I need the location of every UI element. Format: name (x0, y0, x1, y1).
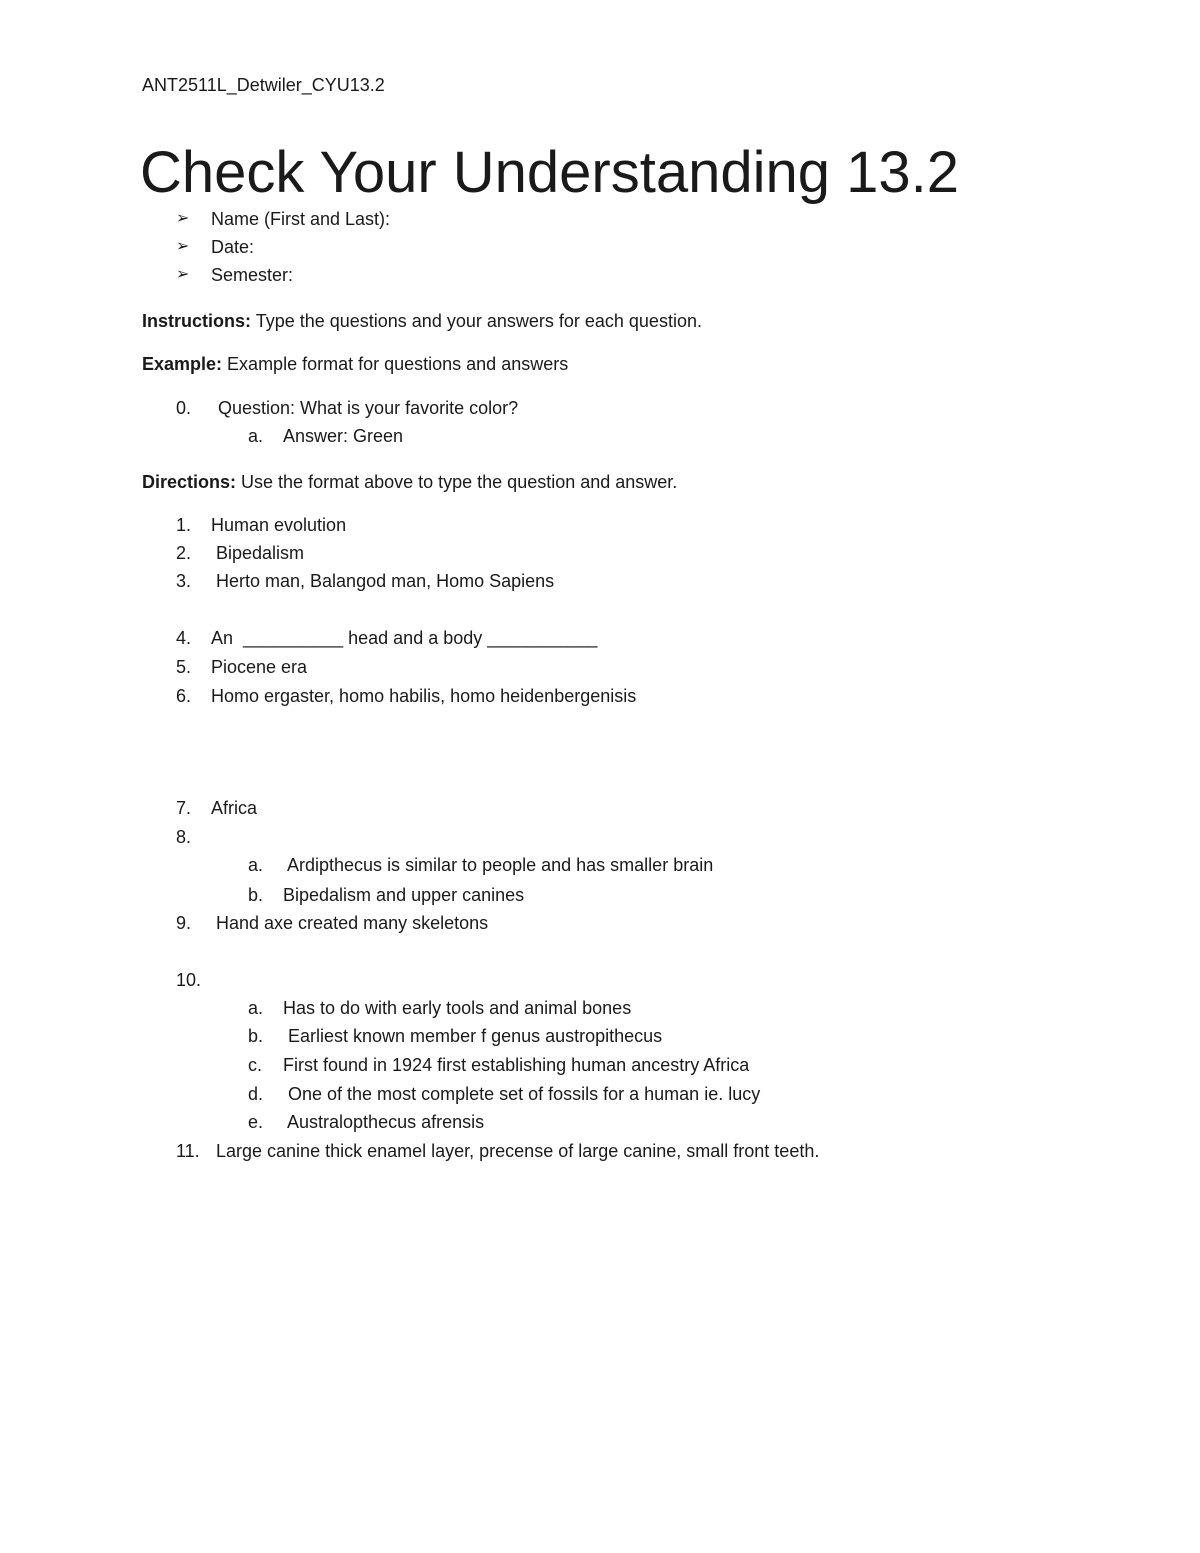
answer-text: Herto man, Balangod man, Homo Sapiens (211, 571, 555, 591)
sub-answer-text: Earliest known member f genus austropithecus (283, 1026, 663, 1046)
answer-number: 11. (176, 1141, 200, 1161)
example-label: Example: (142, 354, 223, 374)
answer-number: 4. (176, 628, 192, 648)
sub-answer-letter: a. (248, 855, 264, 875)
answer-number: 5. (176, 657, 192, 677)
answer-number: 9. (176, 913, 192, 933)
answer-number: 2. (176, 543, 192, 563)
sub-answer-text: Australopthecus afrensis (283, 1112, 485, 1132)
directions-label: Directions: (142, 472, 237, 492)
sub-answer-text: Ardipthecus is similar to people and has smaller brain (283, 855, 714, 875)
sub-answer-text: First found in 1924 first establishing human ancestry Africa (283, 1055, 750, 1075)
sub-answer-text: One of the most complete set of fossils for a human ie. lucy (283, 1084, 761, 1104)
example-text: Example format for questions and answers (222, 354, 569, 374)
name-field-label: Name (First and Last): (211, 209, 391, 229)
answer-text: An __________ head and a body ___________ (211, 628, 598, 648)
sub-answer-text: Bipedalism and upper canines (283, 885, 525, 905)
example-answer-text: Answer: Green (283, 426, 404, 446)
instructions-text: Type the questions and your answers for each question. (251, 311, 702, 331)
instructions-label: Instructions: (142, 311, 252, 331)
sub-answer-letter: b. (248, 885, 264, 905)
answer-text: Bipedalism (211, 543, 305, 563)
answer-text: Human evolution (211, 515, 347, 535)
sub-answer-letter: b. (248, 1026, 264, 1046)
date-field-label: Date: (211, 237, 255, 257)
answer-number: 3. (176, 571, 192, 591)
answer-text: Piocene era (211, 657, 308, 677)
answer-text: Large canine thick enamel layer, precense of large canine, small front teeth. (216, 1141, 820, 1161)
answer-number: 7. (176, 798, 192, 818)
sub-answer-letter: a. (248, 998, 264, 1018)
arrow-bullet-icon: ➢ (176, 266, 190, 283)
semester-field-label: Semester: (211, 265, 294, 285)
answer-number: 1. (176, 515, 192, 535)
document-header: ANT2511L_Detwiler_CYU13.2 (142, 75, 385, 95)
sub-answer-letter: e. (248, 1112, 264, 1132)
answer-number: 10. (176, 970, 202, 990)
sub-answer-letter: d. (248, 1084, 264, 1104)
answer-number: 8. (176, 827, 192, 847)
answer-number: 6. (176, 686, 192, 706)
directions-paragraph (142, 471, 677, 493)
answer-text: Homo ergaster, homo habilis, homo heidenbergenisis (211, 686, 637, 706)
example-question-text: Question: What is your favorite color? (218, 398, 519, 418)
instructions-paragraph (142, 310, 702, 332)
page-title: Check Your Understanding 13.2 (140, 140, 960, 205)
example-answer-letter: a. (248, 426, 264, 446)
sub-answer-text: Has to do with early tools and animal bones (283, 998, 632, 1018)
directions-text: Use the format above to type the question and answer. (236, 472, 678, 492)
example-paragraph (142, 353, 568, 375)
example-question-number: 0. (176, 398, 192, 418)
sub-answer-letter: c. (248, 1055, 263, 1075)
answer-text: Hand axe created many skeletons (211, 913, 489, 933)
arrow-bullet-icon: ➢ (176, 238, 190, 255)
answer-text: Africa (211, 798, 258, 818)
arrow-bullet-icon: ➢ (176, 210, 190, 227)
